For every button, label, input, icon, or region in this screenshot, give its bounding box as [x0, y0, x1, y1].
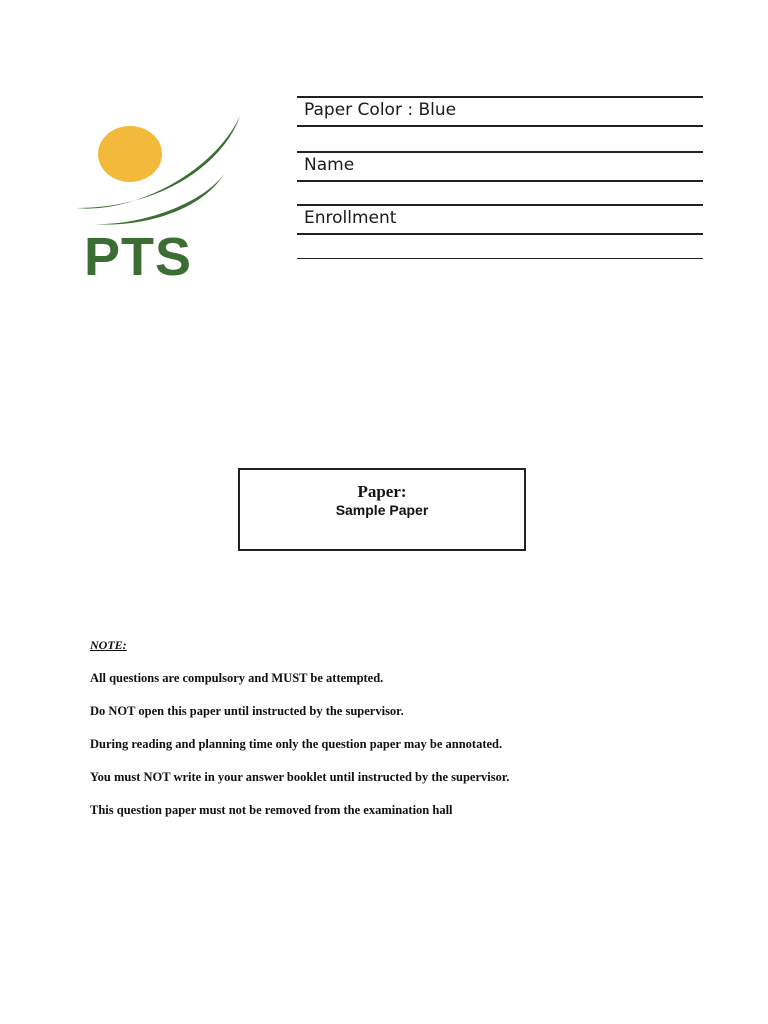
paper-title: Paper:	[357, 482, 407, 501]
sun-swoosh-icon	[74, 112, 244, 232]
paper-color-label: Paper Color : Blue	[304, 100, 457, 120]
name-label: Name	[304, 155, 355, 175]
note-list	[90, 670, 730, 835]
note-label: NOTE:	[90, 638, 127, 652]
name-field[interactable]	[297, 151, 703, 182]
paper-name: Sample Paper	[335, 502, 429, 518]
note-item: This question paper must not be removed from the examination hall	[90, 803, 453, 817]
logo-text: PTS	[84, 227, 193, 287]
note-item: All questions are compulsory and MUST be attempted.	[90, 671, 384, 685]
enrollment-label: Enrollment	[304, 208, 397, 228]
paper-box	[238, 468, 526, 551]
note-item: You must NOT write in your answer booklet until instructed by the supervisor.	[90, 770, 510, 784]
note-item: Do NOT open this paper until instructed by the supervisor.	[90, 704, 404, 718]
form-divider	[297, 258, 703, 259]
pts-logo	[74, 112, 244, 292]
note-item: During reading and planning time only the question paper may be annotated.	[90, 737, 503, 751]
paper-color-field	[297, 96, 703, 127]
enrollment-field[interactable]	[297, 204, 703, 235]
